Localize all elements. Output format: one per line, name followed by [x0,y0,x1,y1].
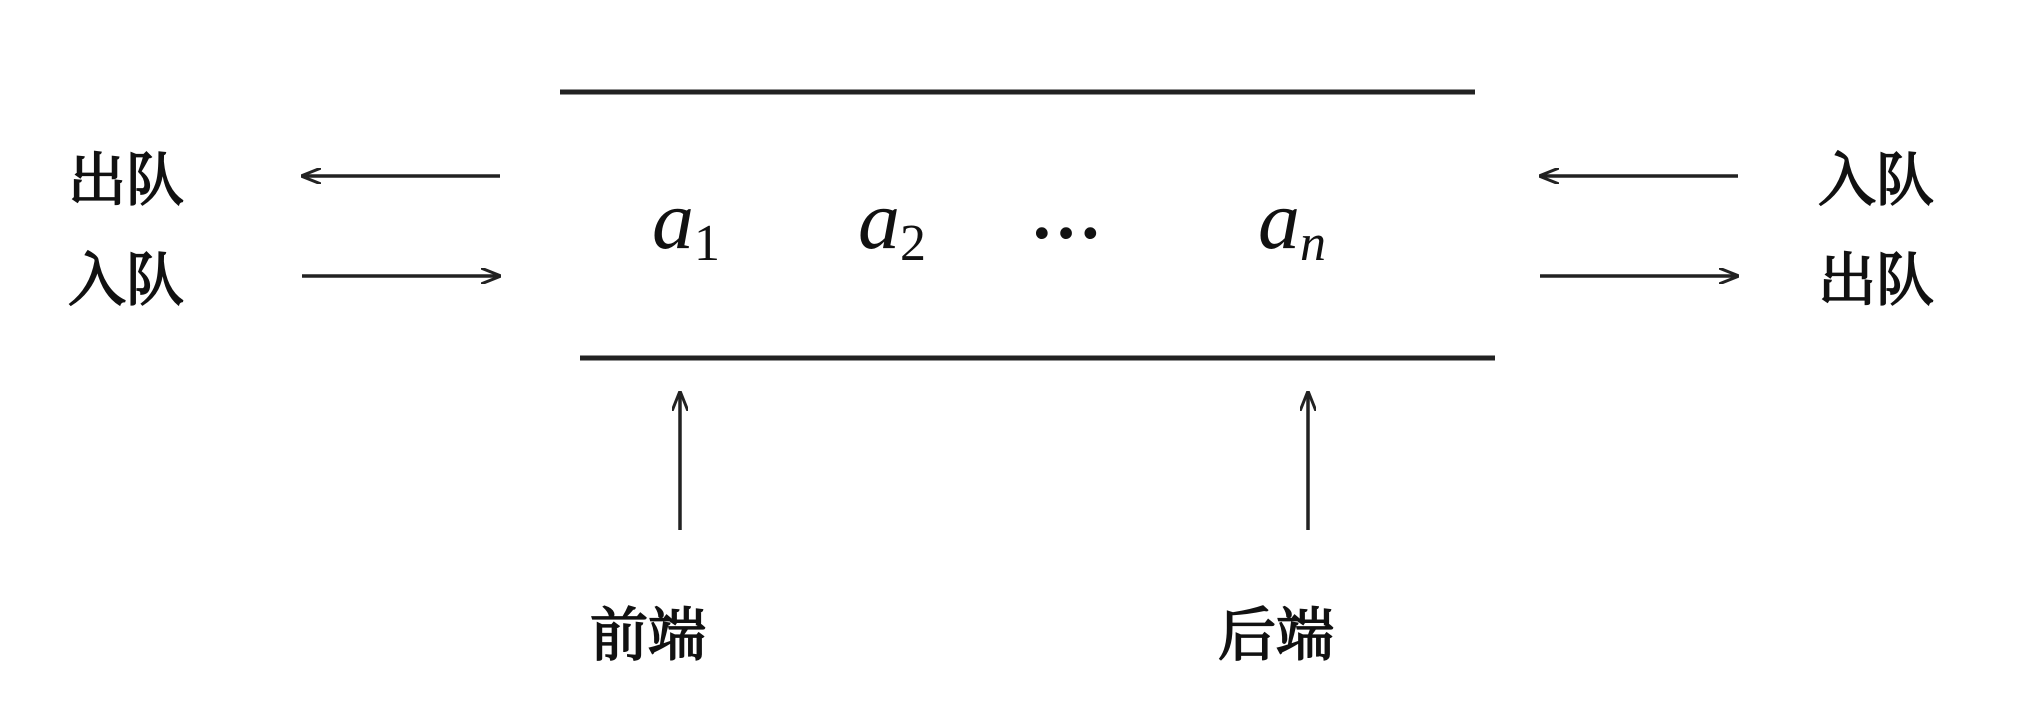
queue-element-an: an [1258,174,1326,272]
left-enqueue-label: 入队 [68,246,185,314]
rear-end-label: 后端 [1218,601,1335,669]
front-end-label: 前端 [590,601,707,669]
right-dequeue-label: 出队 [1818,246,1935,314]
queue-element-a2: a2 [858,174,926,272]
left-dequeue-label: 出队 [68,146,185,214]
right-enqueue-label: 入队 [1818,146,1935,214]
queue-ellipsis: … [1030,174,1102,254]
queue-element-a1: a1 [652,174,720,272]
